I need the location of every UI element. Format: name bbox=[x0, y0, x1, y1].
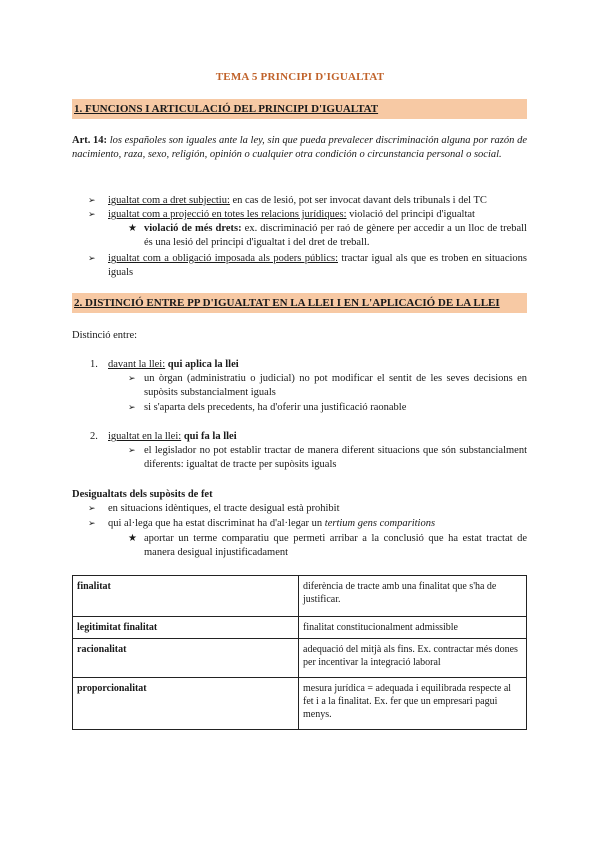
list-item: ➢ igualtat com a dret subjectiu: en cas de lesió, pot ser invocat davant dels tribunals i del TC bbox=[88, 195, 487, 206]
list-item: ★ violació de més drets: ex. discriminació per raó de gènere per accedir a un lloc de treball és una lesió del principi d'igualtat i del dret de treball. bbox=[128, 223, 527, 248]
star-bullet-icon: ★ bbox=[128, 533, 137, 544]
section-1-heading: 1. FUNCIONS I ARTICULACIÓ DEL PRINCIPI D'IGUALTAT bbox=[72, 99, 527, 119]
desigualtats-heading: Desigualtats dels supòsits de fet bbox=[72, 489, 213, 500]
list-item: ➢ en situacions idèntiques, el tracte desigual està prohibit bbox=[88, 503, 340, 514]
list-item: ➢ igualtat com a obligació imposada als poders públics: tractar igual als que es troben en situacions iguals bbox=[88, 253, 528, 278]
numbered-item: 2. igualtat en la llei: qui fa la llei bbox=[90, 431, 237, 442]
list-item: ➢ qui al·lega que ha estat discriminat ha d'al·legar un tertium gens comparitions bbox=[88, 518, 436, 529]
arrow-bullet-icon: ➢ bbox=[88, 196, 96, 206]
table-row: finalitat diferència de tracte amb una finalitat que s'ha de justificar. bbox=[73, 576, 527, 617]
list-item: ➢ si s'aparta dels precedents, ha d'oferir una justificació raonable bbox=[128, 402, 407, 413]
list-item: ➢ el legislador no pot establir tractar de manera diferent situacions que són substancialment diferents: igualtat de tracte per supòsits iguals bbox=[128, 445, 527, 470]
table-row: racionalitat adequació del mitjà als fins. Ex. contractar més dones per incentivar la integració laboral bbox=[73, 639, 527, 678]
criteria-table bbox=[72, 575, 527, 730]
arrow-bullet-icon: ➢ bbox=[128, 374, 136, 384]
arrow-bullet-icon: ➢ bbox=[88, 210, 96, 220]
article-label: Art. 14: bbox=[72, 135, 108, 146]
table-row: proporcionalitat mesura jurídica = adequada i equilibrada respecte al fet i a la finalitat. Ex. fer que un empresari pagui menys. bbox=[73, 678, 527, 730]
arrow-bullet-icon: ➢ bbox=[88, 519, 96, 529]
document-title: TEMA 5 PRINCIPI D'IGUALTAT bbox=[215, 71, 385, 83]
article-text: los españoles son iguales ante la ley, sin que pueda prevalecer discriminación alguna por razón de nacimiento, raza, sexo, religión, opinión o cualquier otra condición o circunstancia personal o social. bbox=[72, 135, 527, 160]
arrow-bullet-icon: ➢ bbox=[88, 254, 96, 264]
list-item: ➢ igualtat com a projecció en totes les relacions jurídiques: violació del principi d'igualtat bbox=[88, 209, 475, 220]
star-bullet-icon: ★ bbox=[128, 223, 137, 234]
intro-text: Distinció entre: bbox=[72, 330, 138, 341]
numbered-item: 1. davant la llei: qui aplica la llei bbox=[90, 359, 239, 370]
arrow-bullet-icon: ➢ bbox=[128, 446, 136, 456]
article-14-paragraph bbox=[72, 134, 527, 162]
table-row: legitimitat finalitat finalitat constitucionalment admissible bbox=[73, 617, 527, 639]
list-item: ★ aportar un terme comparatiu que permeti arribar a la conclusió que ha estat tractat de manera desigual injustificadament bbox=[128, 533, 527, 558]
arrow-bullet-icon: ➢ bbox=[128, 403, 136, 413]
list-item: ➢ un òrgan (administratiu o judicial) no pot modificar el sentit de les seves decisions en supòsits substancialment iguals bbox=[128, 373, 527, 398]
arrow-bullet-icon: ➢ bbox=[88, 504, 96, 514]
section-2-heading: 2. DISTINCIÓ ENTRE PP D'IGUALTAT EN LA LLEI I EN L'APLICACIÓ DE LA LLEI bbox=[72, 293, 527, 313]
